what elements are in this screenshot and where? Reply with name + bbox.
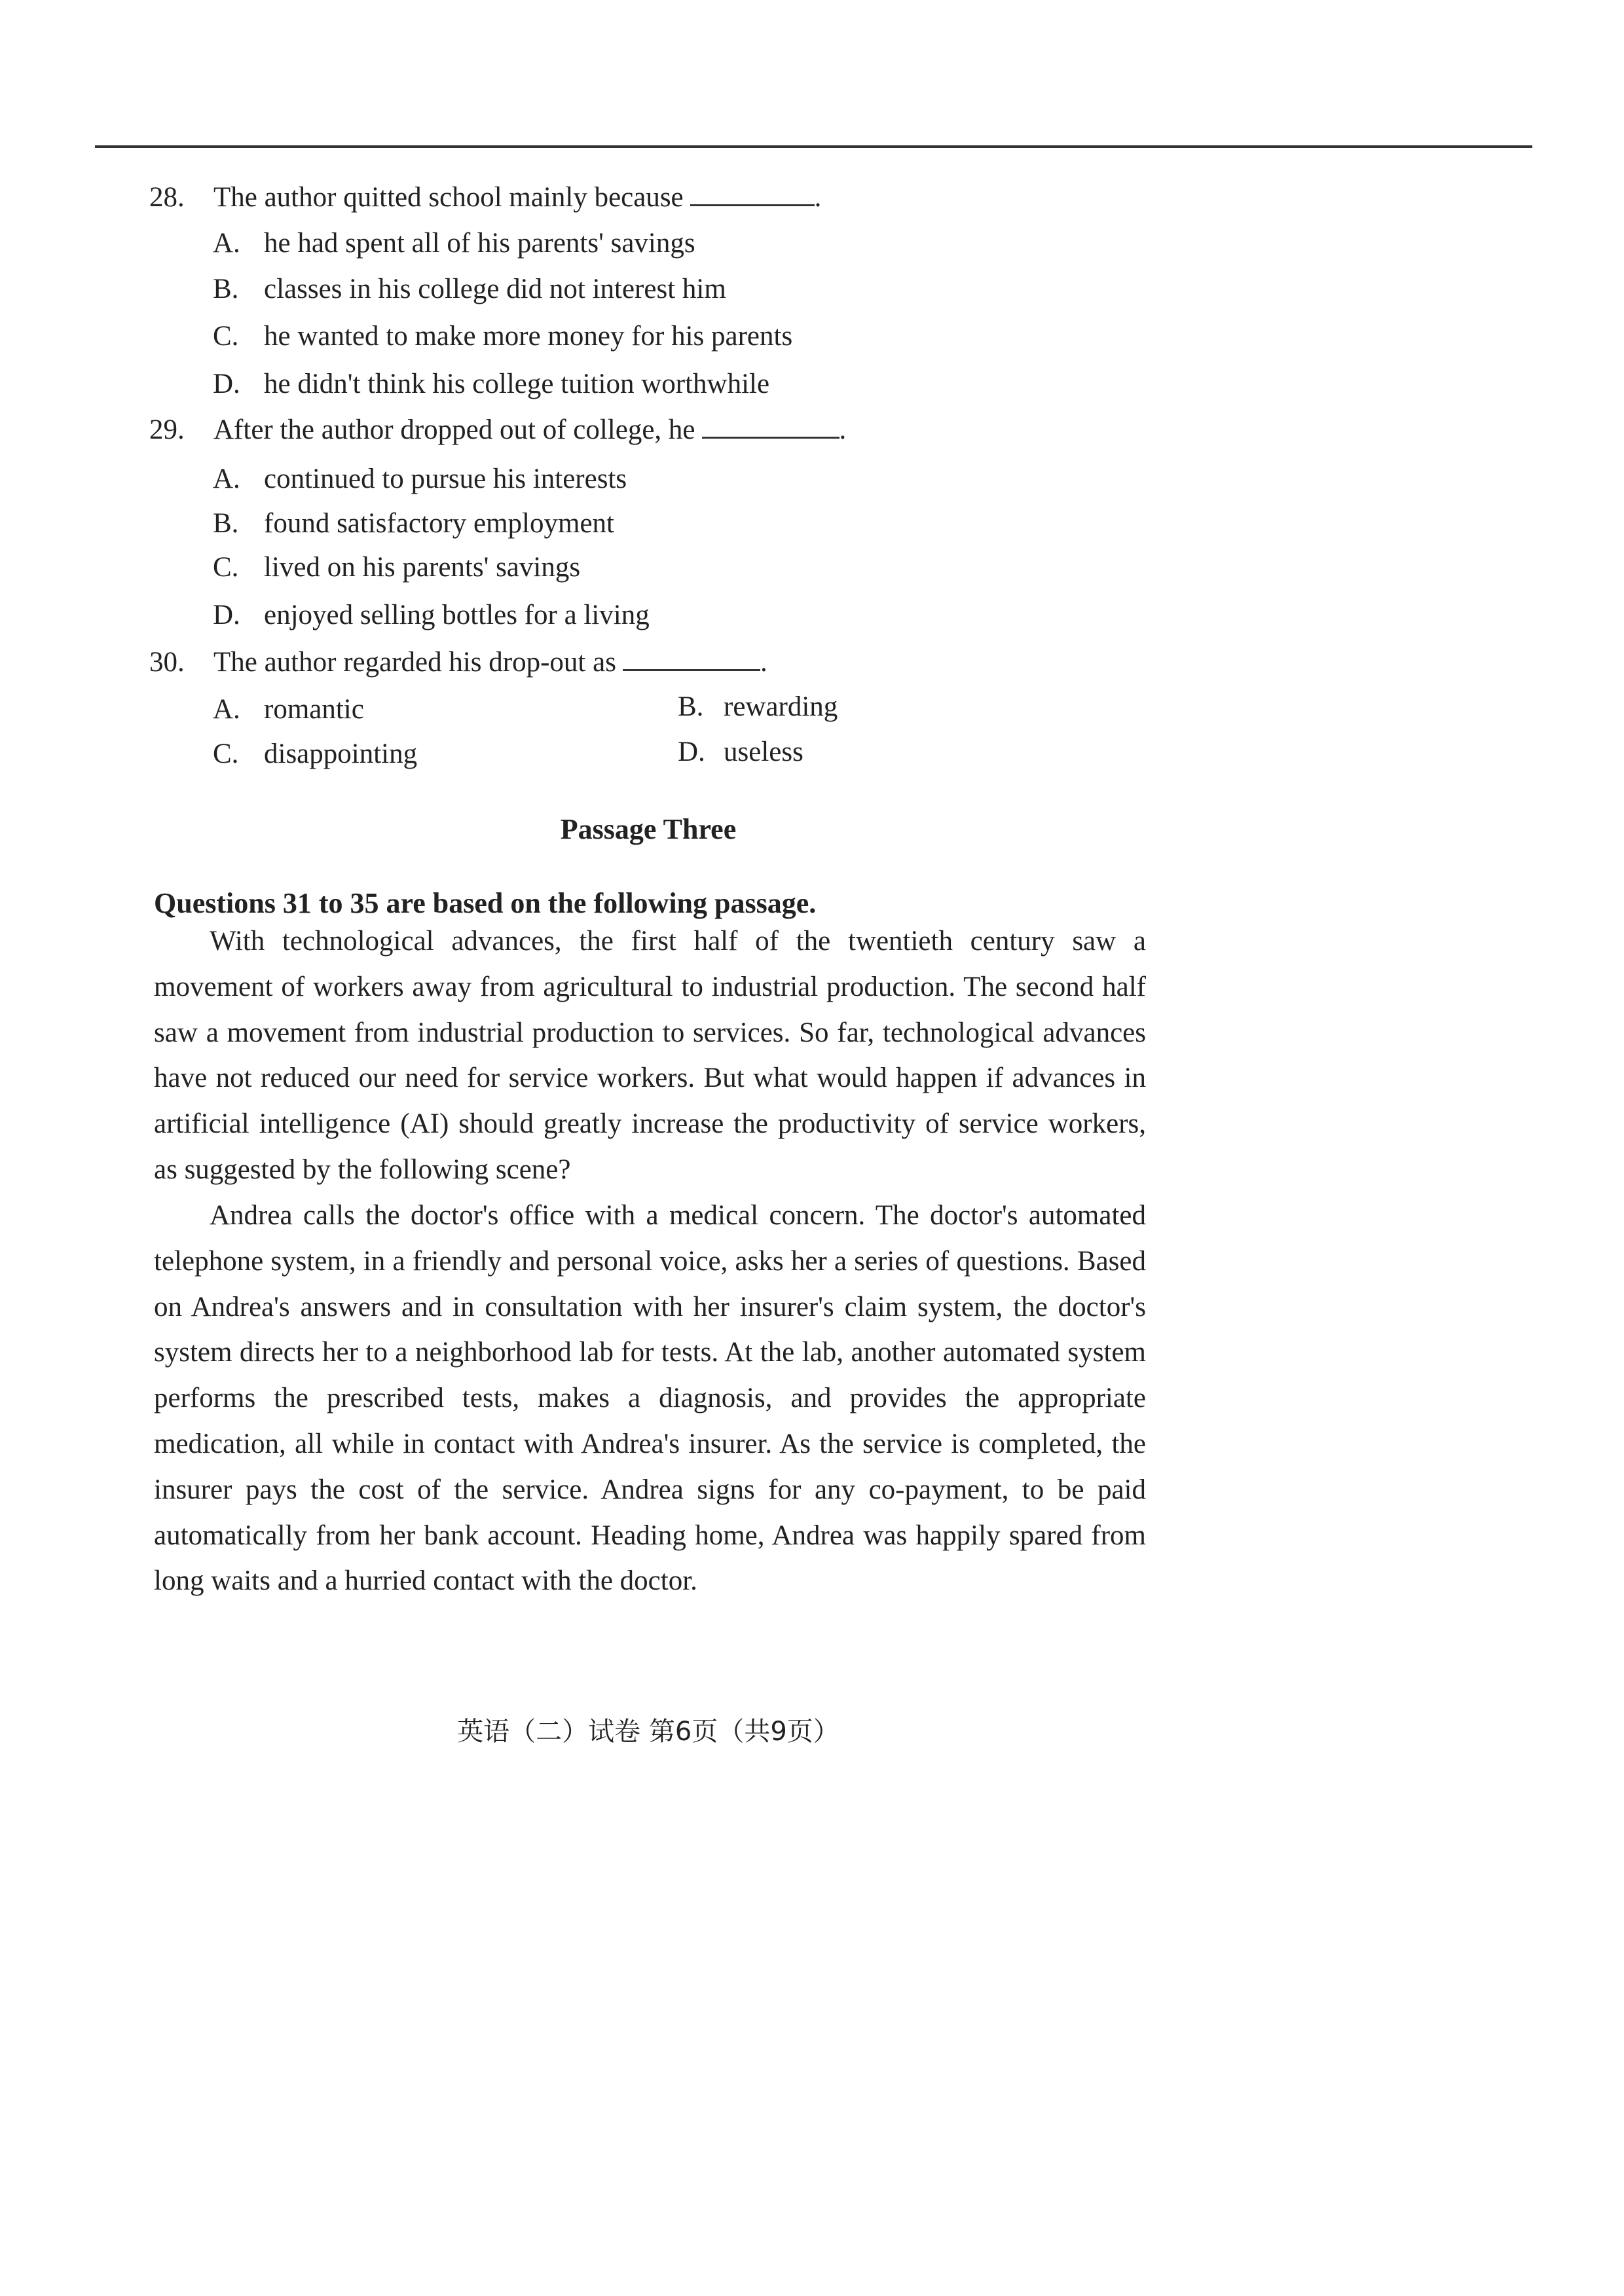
option-text: he didn't think his college tuition worthwhile (264, 369, 770, 399)
option-letter: D. (213, 600, 240, 630)
option-letter: C. (213, 552, 239, 583)
option-text: he wanted to make more money for his parents (264, 321, 793, 352)
answer-blank (690, 204, 815, 206)
option-28-b (213, 275, 726, 303)
question-29: 29. After the author dropped out of college, he . (149, 414, 847, 445)
answer-blank (702, 436, 840, 439)
page-footer: 英语（二）试卷 第6页（共9页） (457, 1717, 840, 1747)
passage-instruction: Questions 31 to 35 are based on the following passage. (154, 887, 817, 919)
option-28-a (213, 229, 695, 257)
option-text: continued to pursue his interests (264, 464, 627, 494)
option-29-c (213, 553, 580, 581)
option-text: classes in his college did not interest him (264, 274, 726, 304)
answer-blank (623, 668, 760, 671)
option-letter: C. (213, 738, 239, 769)
option-30-d (678, 738, 803, 766)
option-text: disappointing (264, 738, 418, 769)
question-stem: The author quitted school mainly because (213, 182, 684, 213)
option-letter: C. (213, 321, 239, 352)
option-letter: D. (678, 737, 705, 767)
option-29-b (213, 509, 614, 538)
question-number: 28. (149, 182, 185, 213)
question-stem: The author regarded his drop-out as (213, 647, 616, 678)
option-letter: B. (678, 691, 704, 722)
question-30: 30. The author regarded his drop-out as . (149, 647, 767, 678)
option-text: useless (724, 737, 803, 767)
question-28: 28. The author quitted school mainly because . (149, 182, 822, 213)
option-letter: A. (213, 228, 240, 259)
passage-paragraph-1: With technological advances, the first half of the twentieth century saw a movement of workers away from agricultural to industrial production. The second half saw a movement from industrial production to services. So far, technological advances have not reduced our need for service workers. But what would happen if advances in artificial intelligence (AI) should greatly increase the productivity of service workers, as suggested by the following scene? (154, 926, 1146, 1185)
top-rule (95, 145, 1532, 148)
option-30-c (213, 740, 417, 768)
option-28-c (213, 322, 792, 350)
option-text: lived on his parents' savings (264, 552, 581, 583)
question-number: 30. (149, 647, 185, 678)
option-30-b (678, 693, 838, 721)
option-letter: D. (213, 369, 240, 399)
passage-paragraph-2: Andrea calls the doctor's office with a medical concern. The doctor's automated telephone system, in a friendly and personal voice, asks her a series of questions. Based on Andrea's answers and in consultation with her insurer's claim system, the doctor's system directs her to a neighborhood lab for tests. At the lab, another automated system performs the prescribed tests, makes a diagnosis, and provides the appropriate medication, all while in contact with Andrea's insurer. As the service is completed, the insurer pays the cost of the service. Andrea signs for any co-payment, to be paid automatically from her bank account. Heading home, Andrea was happily spared from long waits and a hurried contact with the doctor. (154, 1200, 1146, 1597)
option-text: found satisfactory employment (264, 508, 614, 539)
question-number: 29. (149, 414, 185, 445)
option-28-d (213, 370, 769, 398)
option-29-a (213, 465, 627, 493)
option-text: enjoyed selling bottles for a living (264, 600, 650, 630)
option-text: he had spent all of his parents' savings (264, 228, 695, 259)
option-letter: A. (213, 464, 240, 494)
question-stem: After the author dropped out of college, he (213, 414, 695, 445)
option-text: romantic (264, 694, 364, 725)
option-letter: B. (213, 274, 239, 304)
option-letter: B. (213, 508, 239, 539)
option-30-a (213, 695, 364, 723)
passage-title: Passage Three (560, 813, 737, 845)
option-text: rewarding (724, 691, 838, 722)
option-29-d (213, 601, 650, 629)
option-letter: A. (213, 694, 240, 725)
